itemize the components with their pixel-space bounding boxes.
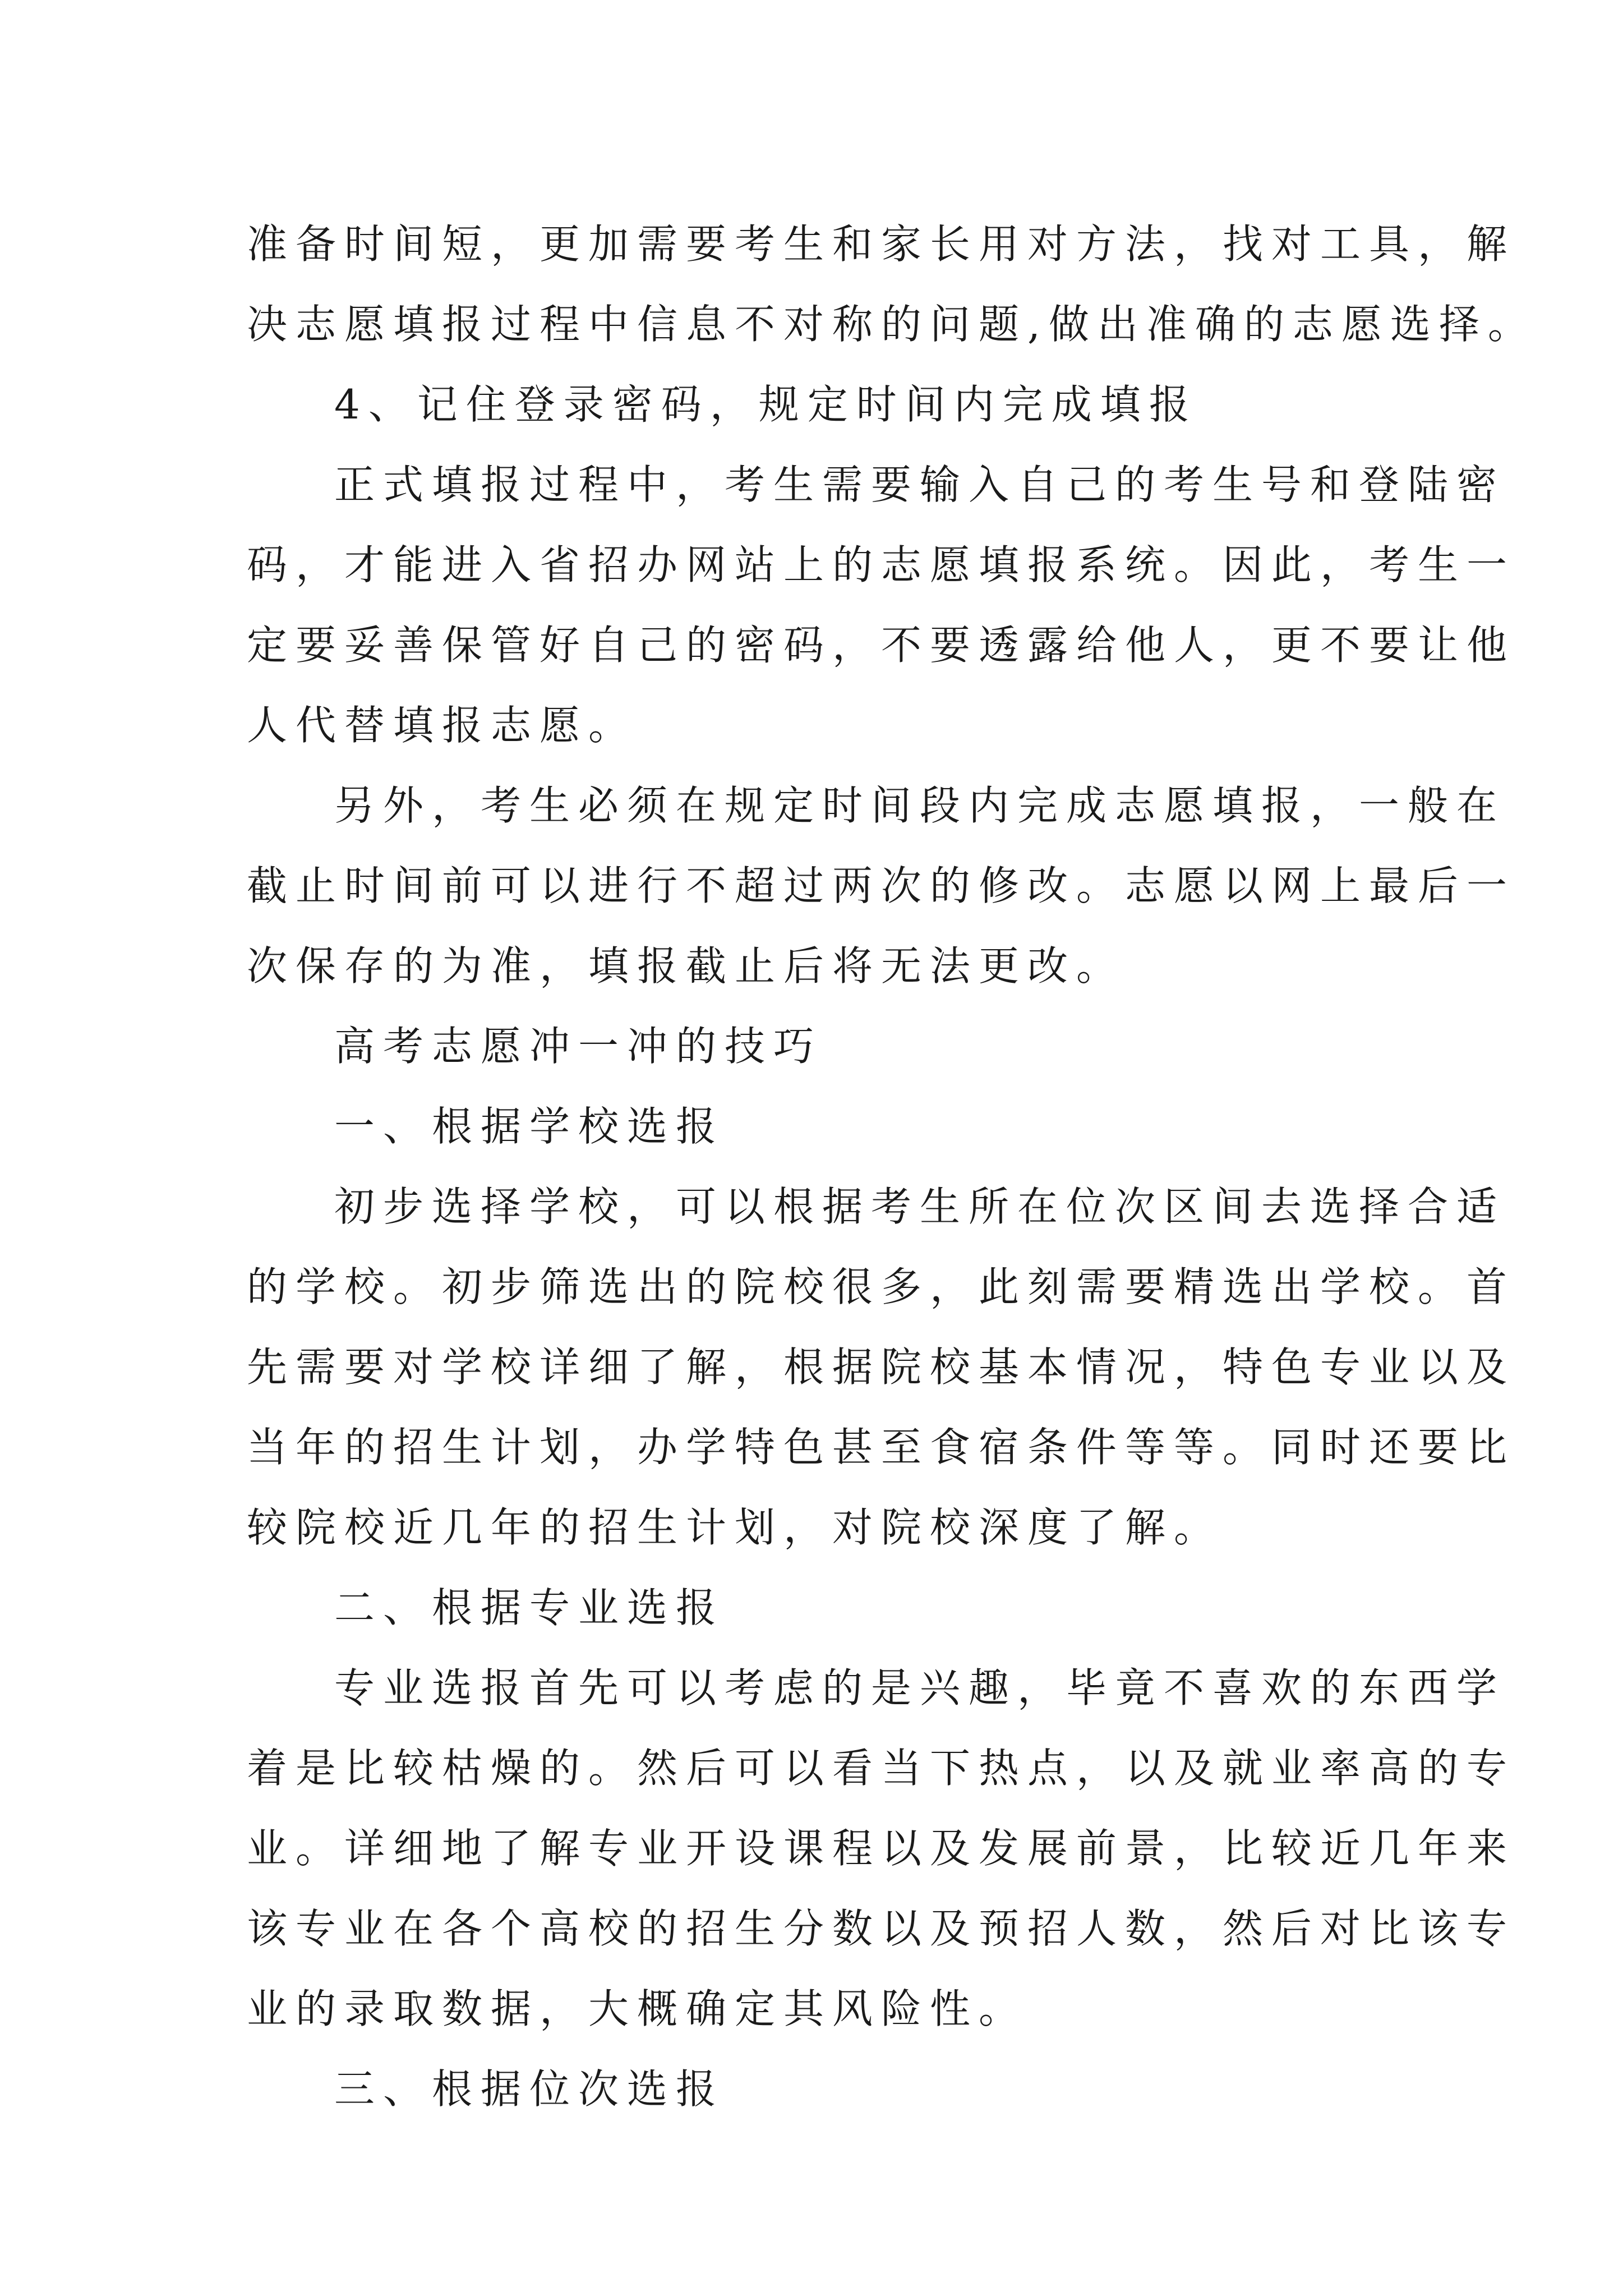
section-heading-4: 4、记住登录密码，规定时间内完成填报 — [334, 381, 1198, 428]
text-line-15: 先需要对学校详细了解，根据院校基本情况，特色专业以及 — [247, 1343, 1516, 1391]
text-line-19: 专业选报首先可以考虑的是兴趣，毕竟不喜欢的东西学 — [334, 1664, 1506, 1711]
text-line-14: 的学校。初步筛选出的院校很多，此刻需要精选出学校。首 — [247, 1263, 1516, 1310]
text-line-7: 人代替填报志愿。 — [247, 702, 638, 749]
text-line-23: 业的录取数据，大概确定其风险性。 — [247, 1985, 1028, 2032]
text-line-13: 初步选择学校，可以根据考生所在位次区间去选择合适 — [334, 1183, 1506, 1230]
text-line-2: 决志愿填报过程中信息不对称的问题,做出准确的志愿选择。 — [247, 301, 1537, 348]
text-line-20: 着是比较枯燥的。然后可以看当下热点，以及就业率高的专 — [247, 1745, 1516, 1792]
subheading-3: 三、根据位次选报 — [334, 2065, 725, 2113]
subheading-2: 二、根据专业选报 — [334, 1584, 725, 1631]
text-line-16: 当年的招生计划，办学特色甚至食宿条件等等。同时还要比 — [247, 1424, 1516, 1471]
text-line-22: 该专业在各个高校的招生分数以及预招人数，然后对比该专 — [247, 1905, 1516, 1952]
text-line-8: 另外，考生必须在规定时间段内完成志愿填报，一般在 — [334, 782, 1506, 829]
text-line-5: 码，才能进入省招办网站上的志愿填报系统。因此，考生一 — [247, 541, 1516, 588]
text-line-4: 正式填报过程中，考生需要输入自己的考生号和登陆密 — [334, 461, 1506, 508]
text-line-6: 定要妥善保管好自己的密码，不要透露给他人，更不要让他 — [247, 622, 1516, 669]
text-line-17: 较院校近几年的招生计划，对院校深度了解。 — [247, 1504, 1223, 1551]
text-line-10: 次保存的为准，填报截止后将无法更改。 — [247, 942, 1126, 990]
text-line-21: 业。详细地了解专业开设课程以及发展前景，比较近几年来 — [247, 1825, 1516, 1872]
text-line-9: 截止时间前可以进行不超过两次的修改。志愿以网上最后一 — [247, 862, 1516, 909]
text-line-1: 准备时间短，更加需要考生和家长用对方法，找对工具，解 — [247, 220, 1516, 268]
section-title: 高考志愿冲一冲的技巧 — [334, 1023, 823, 1070]
subheading-1: 一、根据学校选报 — [334, 1103, 725, 1150]
